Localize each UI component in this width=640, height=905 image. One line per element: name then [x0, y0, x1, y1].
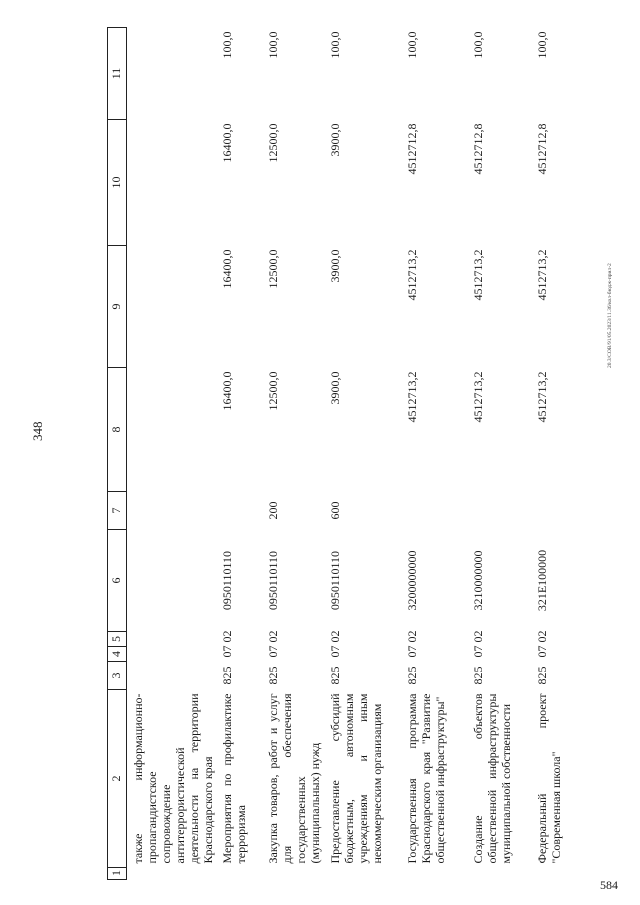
value-col9: 4512713,2: [471, 249, 485, 301]
code-section: 07: [535, 645, 549, 658]
column-header: 4: [108, 647, 127, 662]
column-header: 5: [108, 632, 127, 647]
code-admin: 825: [405, 666, 419, 685]
column-header: 10: [108, 120, 127, 246]
code-subsection: 02: [266, 630, 280, 643]
column-header: 11: [108, 28, 127, 120]
table-row: [324, 28, 401, 880]
code-target: 0950110110: [328, 550, 342, 611]
code-expense-type: 600: [328, 501, 342, 520]
budget-table: [107, 27, 577, 880]
code-subsection: 02: [405, 630, 419, 643]
value-col8: 12500,0: [266, 371, 280, 411]
code-target: 0950110110: [220, 550, 234, 611]
value-col9: 3900,0: [328, 249, 342, 283]
value-col11: 100,0: [535, 31, 549, 59]
row-name: Федеральный проект "Современная школа": [535, 693, 563, 864]
code-admin: 825: [328, 666, 342, 685]
value-col8: 3900,0: [328, 371, 342, 405]
table-row: [216, 28, 262, 880]
value-col11: 100,0: [405, 31, 419, 59]
code-section: 07: [266, 645, 280, 658]
code-subsection: 02: [471, 630, 485, 643]
page-number: 348: [30, 421, 45, 441]
code-expense-type: [401, 492, 467, 530]
table-row: [127, 28, 217, 880]
sheet-number: 584: [600, 878, 618, 892]
value-col11: 100,0: [266, 31, 280, 59]
code-subsection: 02: [220, 630, 234, 643]
table-row: [401, 28, 467, 880]
value-col9: 12500,0: [266, 249, 280, 289]
code-expense-type: 200: [266, 501, 280, 520]
column-header: 9: [108, 246, 127, 368]
code-expense-type: [531, 492, 577, 530]
code-section: 07: [220, 645, 234, 658]
column-header: 1: [108, 868, 127, 880]
code-admin: 825: [266, 666, 280, 685]
row-name: Закупка товаров, работ и услуг для обеспечения государственных (муниципальных) нужд: [266, 693, 322, 864]
value-col10: 3900,0: [328, 123, 342, 157]
code-target: 321E100000: [535, 549, 549, 612]
code-admin: 825: [471, 666, 485, 685]
table-row: [531, 28, 577, 880]
code-admin: 825: [535, 666, 549, 685]
code-expense-type: [467, 492, 531, 530]
column-header: 2: [108, 690, 127, 868]
code-target: 3210000000: [471, 550, 485, 611]
code-subsection: 02: [535, 630, 549, 643]
value-col8: 4512713,2: [471, 371, 485, 423]
value-col10: 16400,0: [220, 123, 234, 163]
value-col10: 4512712,8: [471, 123, 485, 175]
table-row: [262, 28, 324, 880]
value-col10: 4512712,8: [535, 123, 549, 175]
code-section: 07: [471, 645, 485, 658]
table-row: [467, 28, 531, 880]
code-section: 07: [328, 645, 342, 658]
value-col8: 4512713,2: [405, 371, 419, 423]
column-header: 8: [108, 368, 127, 492]
value-col9: 4512713,2: [535, 249, 549, 301]
code-target: 0950110110: [266, 550, 280, 611]
row-name: также информационно-пропагандистское сопровождение антитеррористической деятельности на территории Краснодарского края: [131, 693, 215, 864]
value-col9: 16400,0: [220, 249, 234, 289]
value-col9: 4512713,2: [405, 249, 419, 301]
row-name: Мероприятия по профилактике терроризма: [220, 693, 248, 864]
row-name: Создание объектов общественной инфраструктуры муниципальной собственности: [471, 693, 513, 864]
value-col8: 4512713,2: [535, 371, 549, 423]
table-header-row: [108, 28, 127, 880]
value-col10: 4512712,8: [405, 123, 419, 175]
rotated-table-container: [107, 28, 587, 880]
column-header: 3: [108, 662, 127, 690]
value-col10: 12500,0: [266, 123, 280, 163]
row-name: Предоставление субсидий бюджетным, автономным учреждениям и иным некоммерческим организациям: [328, 693, 384, 864]
row-name: Государственная программа Краснодарского края "Развитие общественной инфраструктуры": [405, 693, 447, 864]
code-target: 3200000000: [405, 550, 419, 611]
code-section: 07: [405, 645, 419, 658]
code-expense-type: [216, 492, 262, 530]
column-header: 6: [108, 530, 127, 632]
scan-stamp: 20.3/СОВ/91/05.2023/11.36/кол-бюдж-прил-2: [607, 263, 613, 368]
code-subsection: 02: [328, 630, 342, 643]
value-col11: 100,0: [471, 31, 485, 59]
value-col11: 100,0: [220, 31, 234, 59]
column-header: 7: [108, 492, 127, 530]
code-admin: 825: [220, 666, 234, 685]
value-col11: 100,0: [328, 31, 342, 59]
value-col8: 16400,0: [220, 371, 234, 411]
